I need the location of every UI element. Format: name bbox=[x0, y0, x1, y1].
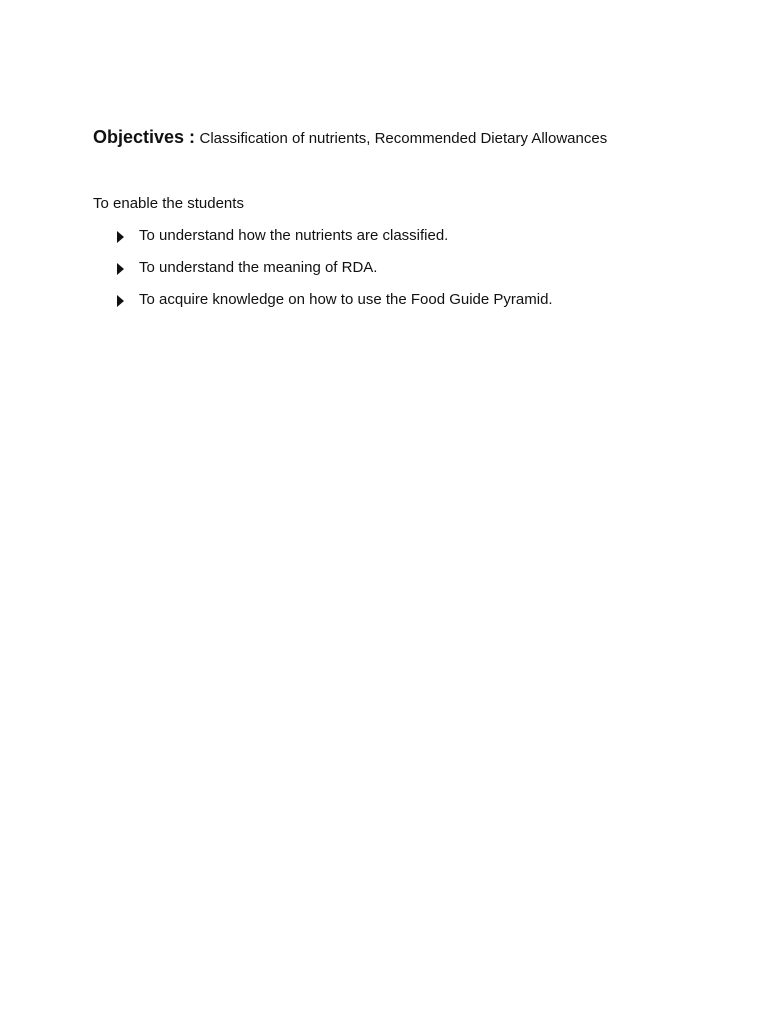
triangle-right-icon bbox=[117, 295, 124, 307]
objective-item bbox=[117, 290, 553, 322]
objectives-list bbox=[117, 226, 553, 322]
triangle-right-icon bbox=[117, 263, 124, 275]
intro-text: To enable the students bbox=[93, 195, 244, 212]
objective-text: To acquire knowledge on how to use the Food Guide Pyramid. bbox=[139, 291, 553, 308]
objective-item bbox=[117, 258, 553, 290]
objective-item bbox=[117, 226, 553, 258]
objectives-topic: Classification of nutrients, Recommended Dietary Allowances bbox=[199, 130, 608, 147]
triangle-right-icon bbox=[117, 231, 124, 243]
objectives-heading bbox=[93, 125, 733, 151]
objective-text: To understand the meaning of RDA. bbox=[139, 259, 378, 276]
objectives-label: Objectives : bbox=[93, 127, 196, 147]
objective-text: To understand how the nutrients are classified. bbox=[139, 227, 449, 244]
